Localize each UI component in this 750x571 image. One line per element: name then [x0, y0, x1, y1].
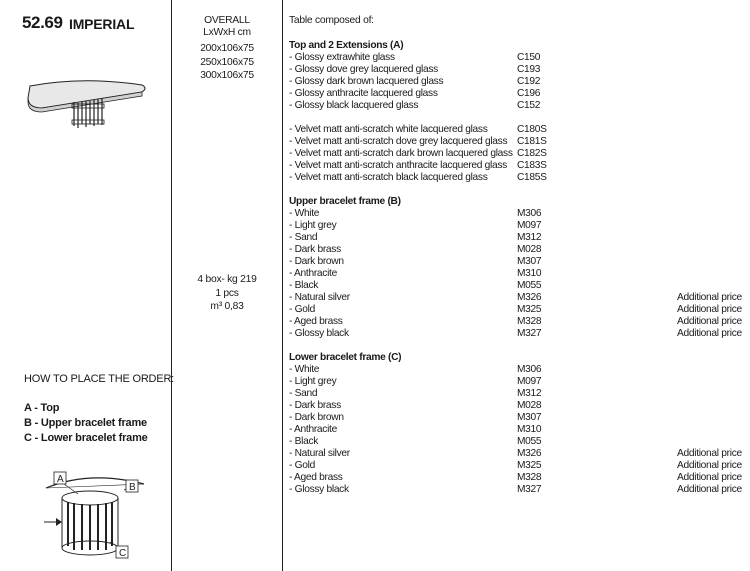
- list-item: [289, 244, 744, 256]
- list-item: [289, 148, 744, 160]
- item-code: C180S: [517, 124, 547, 135]
- item-label: - Dark brass: [289, 400, 341, 411]
- dimension-size: 200x106x75: [200, 43, 254, 54]
- item-label: - White: [289, 208, 320, 219]
- dimensions-header: OVERALL: [204, 15, 250, 26]
- product-code: 52.69: [22, 13, 63, 32]
- item-code: C185S: [517, 172, 547, 183]
- item-code: C181S: [517, 136, 547, 147]
- item-label: - Black: [289, 280, 319, 291]
- list-item: [289, 484, 744, 496]
- item-label: - Glossy black: [289, 484, 349, 495]
- dimension-size: 300x106x75: [200, 70, 254, 81]
- item-label: - Glossy anthracite lacquered glass: [289, 88, 438, 99]
- item-label: - Gold: [289, 304, 315, 315]
- item-label: - Anthracite: [289, 268, 337, 279]
- item-label: - Dark brown: [289, 412, 344, 423]
- item-code: M307: [517, 256, 542, 267]
- item-code: M325: [517, 304, 542, 315]
- item-code: M055: [517, 280, 542, 291]
- list-item: [289, 64, 744, 76]
- item-code: M312: [517, 232, 542, 243]
- list-item: [289, 316, 744, 328]
- item-label: - Velvet matt anti-scratch dove grey lacquered glass: [289, 136, 508, 147]
- list-item: [289, 124, 744, 136]
- item-code: M328: [517, 316, 542, 327]
- order-line-lower: C - Lower bracelet frame: [24, 432, 148, 444]
- list-item: [289, 256, 744, 268]
- item-code: C150: [517, 52, 541, 63]
- order-line-top: A - Top: [24, 402, 60, 414]
- list-item: [289, 436, 744, 448]
- item-code: M306: [517, 208, 542, 219]
- table-product-icon: [22, 74, 152, 132]
- item-label: - Velvet matt anti-scratch dark brown lacquered glass: [289, 148, 513, 159]
- diagram-label-a: A: [57, 474, 64, 485]
- item-label: - Aged brass: [289, 316, 343, 327]
- list-item: [289, 76, 744, 88]
- item-code: C196: [517, 88, 541, 99]
- item-code: C182S: [517, 148, 547, 159]
- list-item: [289, 412, 744, 424]
- item-extra: Additional price: [677, 328, 742, 339]
- item-label: - Dark brown: [289, 256, 344, 267]
- list-item: [289, 136, 744, 148]
- list-item: [289, 100, 744, 112]
- list-item: [289, 460, 744, 472]
- item-code: M310: [517, 268, 542, 279]
- item-label: - Gold: [289, 460, 315, 471]
- item-label: - Anthracite: [289, 424, 337, 435]
- list-item: [289, 220, 744, 232]
- list-item: [289, 160, 744, 172]
- item-label: - White: [289, 364, 320, 375]
- list-item: [289, 424, 744, 436]
- item-label: - Glossy black: [289, 328, 349, 339]
- packaging-boxes: 4 box- kg 219: [197, 274, 257, 285]
- item-code: M310: [517, 424, 542, 435]
- list-item: [289, 472, 744, 484]
- item-code: M328: [517, 472, 542, 483]
- item-code: M326: [517, 448, 542, 459]
- item-extra: Additional price: [677, 448, 742, 459]
- packaging-pieces: 1 pcs: [215, 288, 239, 299]
- item-code: M327: [517, 328, 542, 339]
- order-line-upper: B - Upper bracelet frame: [24, 417, 147, 429]
- item-code: C152: [517, 100, 541, 111]
- lower-section-title: Lower bracelet frame (C): [289, 352, 402, 363]
- top-section-title: Top and 2 Extensions (A): [289, 40, 404, 51]
- list-item: [289, 328, 744, 340]
- item-extra: Additional price: [677, 472, 742, 483]
- item-code: M307: [517, 412, 542, 423]
- item-label: - Light grey: [289, 220, 337, 231]
- item-label: - Dark brass: [289, 244, 341, 255]
- list-item: [289, 88, 744, 100]
- item-label: - Light grey: [289, 376, 337, 387]
- list-item: [289, 280, 744, 292]
- item-code: M326: [517, 292, 542, 303]
- list-item: [289, 172, 744, 184]
- item-label: - Glossy dark brown lacquered glass: [289, 76, 444, 87]
- diagram-label-c: C: [119, 548, 127, 559]
- item-label: - Black: [289, 436, 319, 447]
- item-code: M306: [517, 364, 542, 375]
- item-label: - Glossy black lacquered glass: [289, 100, 419, 111]
- list-item: [289, 376, 744, 388]
- dimension-size: 250x106x75: [200, 57, 254, 68]
- diagram-label-b: B: [129, 482, 136, 493]
- item-label: - Velvet matt anti-scratch black lacquered glass: [289, 172, 488, 183]
- item-label: - Velvet matt anti-scratch white lacquered glass: [289, 124, 488, 135]
- list-item: [289, 268, 744, 280]
- product-name: IMPERIAL: [69, 16, 135, 32]
- list-item: [289, 304, 744, 316]
- list-item: [289, 208, 744, 220]
- item-code: M327: [517, 484, 542, 495]
- composition-intro: Table composed of:: [289, 15, 374, 26]
- item-label: - Velvet matt anti-scratch anthracite lacquered glass: [289, 160, 507, 171]
- list-item: [289, 292, 744, 304]
- upper-section-title: Upper bracelet frame (B): [289, 196, 401, 207]
- item-extra: Additional price: [677, 316, 742, 327]
- item-extra: Additional price: [677, 484, 742, 495]
- list-item: [289, 364, 744, 376]
- item-label: - Natural silver: [289, 448, 350, 459]
- packaging-volume: m³ 0,83: [210, 301, 244, 312]
- list-item: [289, 400, 744, 412]
- dimensions-unit: LxWxH cm: [203, 27, 251, 38]
- item-label: - Glossy extrawhite glass: [289, 52, 395, 63]
- item-extra: Additional price: [677, 460, 742, 471]
- list-item: [289, 232, 744, 244]
- item-code: C192: [517, 76, 541, 87]
- list-item: [289, 52, 744, 64]
- item-code: M312: [517, 388, 542, 399]
- item-code: M325: [517, 460, 542, 471]
- item-label: - Glossy dove grey lacquered glass: [289, 64, 438, 75]
- item-label: - Sand: [289, 232, 318, 243]
- item-extra: Additional price: [677, 292, 742, 303]
- list-item: [289, 448, 744, 460]
- item-code: C183S: [517, 160, 547, 171]
- item-extra: Additional price: [677, 304, 742, 315]
- item-code: M097: [517, 376, 542, 387]
- column-divider-2: [282, 0, 283, 571]
- item-code: C193: [517, 64, 541, 75]
- item-code: M055: [517, 436, 542, 447]
- item-label: - Aged brass: [289, 472, 343, 483]
- assembly-diagram-icon: [40, 462, 152, 562]
- item-label: - Natural silver: [289, 292, 350, 303]
- item-code: M028: [517, 400, 542, 411]
- item-code: M097: [517, 220, 542, 231]
- order-instructions-title: HOW TO PLACE THE ORDER:: [24, 373, 175, 385]
- item-code: M028: [517, 244, 542, 255]
- list-item: [289, 388, 744, 400]
- item-label: - Sand: [289, 388, 318, 399]
